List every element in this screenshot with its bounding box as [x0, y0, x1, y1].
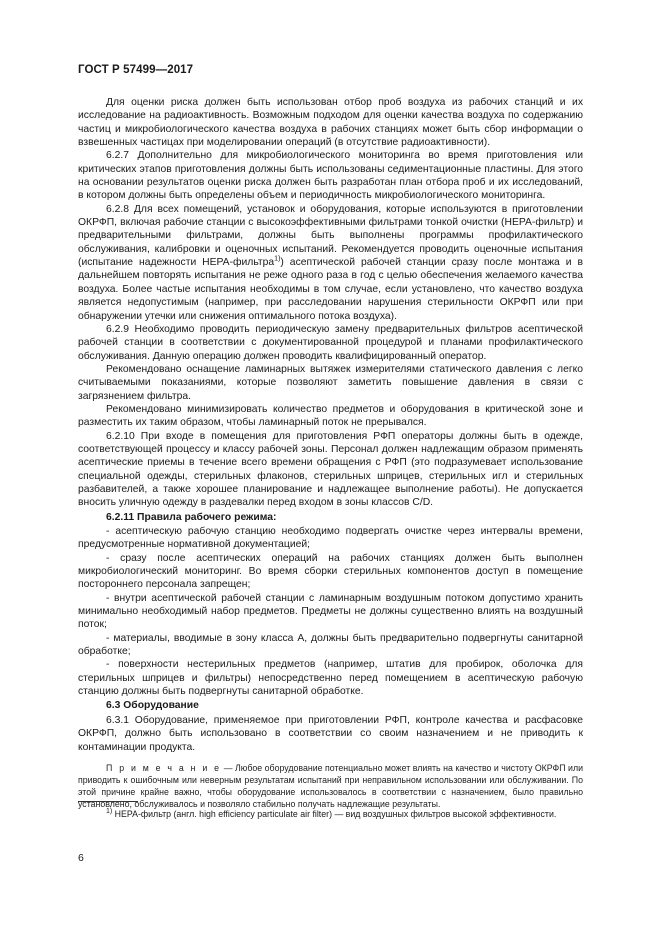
- note-label: П р и м е ч а н и е: [106, 762, 222, 773]
- footnote-divider: [78, 801, 138, 802]
- paragraph-6-2-7: 6.2.7 Дополнительно для микробиологического мониторинга во время приготовления или критических этапов приготовления должны быть использованы седиментационные пластины. Для этого на основании результатов оценки риска должен быть разработан план отбора проб и их исследований, в котором должны быть определены объем и периодичность микробиологического мониторинга.: [78, 150, 583, 202]
- note-block: [78, 762, 583, 810]
- list-item: - сразу после асептических операций на рабочих станциях должен быть выполнен микробиологический мониторинг. Во время сборки стерильных компонентов доступ в помещение постороннего персонала запрещен;: [78, 552, 583, 591]
- list-item: - внутри асептической рабочей станции с ламинарным воздушным потоком допустимо хранить минимально необходимый набор предметов. Предметы не должны существенно влиять на воздушный поток;: [78, 592, 583, 631]
- footnote: [78, 808, 583, 820]
- paragraph-recommendation-pressure: Рекомендовано оснащение ламинарных вытяжек измерителями статического давления с легко считываемыми показаниями, которые позволяют заметить повышение давления в связи с загрязнением фильтра.: [78, 363, 583, 402]
- paragraph-6-2-10: 6.2.10 При входе в помещения для приготовления РФП операторы должны быть в одежде, соответствующей процессу и классу рабочей зоны. Персонал должен надлежащим образом применять асептические приемы в течение всего времени обращения с РФП (это подразумевает использование специальной одежды, стерильных флаконов, стерильных шприцев, стерильных игл и стерильных разбавителей, а также хорошее планирование и надлежащее выполнение работы). Не допускается вносить уличную одежду в раздевалки перед входом в зоны классов С/D.: [78, 430, 583, 509]
- footnote-mark: 1): [106, 808, 113, 816]
- list-item: - поверхности нестерильных предметов (например, штатив для пробирок, оболочка для стерильных шприцев и фильтры) непосредственно перед помещением в асептическую рабочую станцию должны быть подвергнуты санитарной обработке.: [78, 659, 583, 698]
- page-number: 6: [78, 852, 84, 864]
- paragraph-risk-assessment: Для оценки риска должен быть использован отбор проб воздуха из рабочих станций и их исследование на радиоактивность. Возможным подходом для оценки качества воздуха по содержанию частиц и микробиологического качества воздуха в рабочих станциях может быть сбор информации о взвешенных частицах при моделировании операций (в отсутствие радиоактивности).: [78, 97, 583, 149]
- document-body: [78, 96, 583, 810]
- list-item: - асептическую рабочую станцию необходимо подвергать очистке через интервалы времени, предусмотренные нормативной документацией;: [78, 526, 583, 551]
- paragraph-6-2-8-part-b: ) асептической рабочей станции сразу после монтажа и в дальнейшем повторять испытания не реже одного раза в год с целью обеспечения желаемого качества воздуха. Более частые испытания необходимы в том случае, если установлено, что качество воздуха является недопустимым (например, при расследовании нарушения стерильности ОКРФП или при обнаружении утечки или снижения оптимального потока воздуха).: [78, 257, 583, 322]
- paragraph-recommendation-items: Рекомендовано минимизировать количество предметов и оборудования в критической зоне и разместить их таким образом, чтобы ламинарный поток не прерывался.: [78, 403, 583, 429]
- paragraph-6-2-8: [78, 203, 583, 323]
- paragraph-6-3-1: 6.3.1 Оборудование, применяемое при приготовлении РФП, контроле качества и расфасовке ОКРФП, должно быть использовано в соответствии со своим назначением и не приводить к контаминации продукта.: [78, 714, 583, 753]
- paragraph-6-2-9: 6.2.9 Необходимо проводить периодическую замену предварительных фильтров асептической рабочей станции в соответствии с документированной процедурой и планами профилактического обслуживания. Данную операцию должен проводить квалифицированный оператор.: [78, 323, 583, 362]
- footnote-ref-mark: 1): [274, 255, 281, 263]
- list-item: - материалы, вводимые в зону класса А, должны быть предварительно подвергнуты санитарной обработке;: [78, 632, 583, 658]
- paragraph-6-2-8-part-a: 6.2.8 Для всех помещений, установок и оборудования, которые используются в приготовлении ОКРФП, включая рабочие станции с высокоэффективными фильтрами тонкой очистки (HEPA-фильтр) и предварительными фильтрами, должны быть выполнены программы профилактического обслуживания, калибровки и оценочных испытаний. Рекомендуется проводить оценочные испытания (испытание надежности HEPA-фильтра: [78, 203, 583, 269]
- note-text: — Любое оборудование потенциально может влиять на качество и чистоту ОКРФП или приводить к ошибочным или неверным результатам испытаний при неправильном использовании или обслуживании. По этой причине крайне важно, чтобы оборудование использовалось в соответствии с назначением, было правильно установлено, обслуживалось и позволяло стабильно получать надлежащие результаты.: [78, 762, 583, 809]
- heading-6-3: 6.3 Оборудование: [106, 700, 199, 712]
- footnote-text: HEPA-фильтр (англ. high efficiency particulate air filter) — вид воздушных фильтров высокой эффективности.: [112, 809, 557, 819]
- heading-6-2-11: 6.2.11 Правила рабочего режима:: [106, 511, 277, 523]
- document-header: ГОСТ Р 57499—2017: [78, 64, 194, 76]
